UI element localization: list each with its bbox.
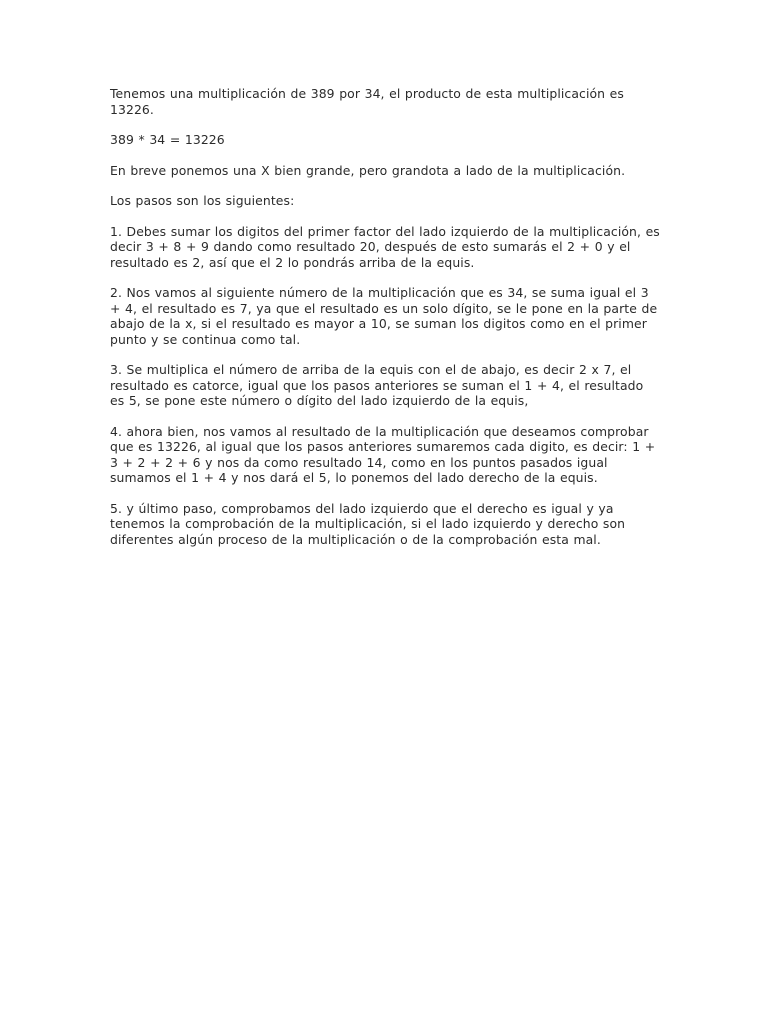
equation-line: 389 * 34 = 13226 [110,132,225,147]
step-3-paragraph: 3. Se multiplica el número de arriba de la equis con el de abajo, es decir 2 x 7, el resultado es catorce, igual que los pasos anteriores se suman el 1 + 4, el resultado es 5, se pone este número o dígito del lado izquierdo de la equis, [110,362,644,408]
intro-paragraph: Tenemos una multiplicación de 389 por 34, el producto de esta multiplicación es 13226. [110,86,624,117]
step-4-paragraph: 4. ahora bien, nos vamos al resultado de la multiplicación que deseamos comprobar que es 13226, al igual que los pasos anteriores sumaremos cada digito, es decir: 1 + 3 + 2 + 2 + 6 y nos da como resultado 14, como en los puntos pasados igual sumamos el 1 + 4 y nos dará el 5, lo ponemos del lado derecho de la equis. [110,423,656,485]
steps-heading: Los pasos son los siguientes: [110,193,295,208]
step-2-paragraph: 2. Nos vamos al siguiente número de la multiplicación que es 34, se suma igual el 3 + 4, el resultado es 7, ya que el resultado es un solo dígito, se le pone en la parte de abajo de la x, si el resultado es mayor a 10, se suman los digitos como en el primer punto y se continua como tal. [110,285,658,347]
x-instruction-paragraph: En breve ponemos una X bien grande, pero grandota a lado de la multiplicación. [110,162,626,178]
document-page [110,86,662,562]
step-5-paragraph: 5. y último paso, comprobamos del lado izquierdo que el derecho es igual y ya tenemos la comprobación de la multiplicación, si el lado izquierdo y derecho son diferentes algún proceso de la multiplicación o de la comprobación esta mal. [110,500,626,547]
step-1-paragraph: 1. Debes sumar los digitos del primer factor del lado izquierdo de la multiplicación, es decir 3 + 8 + 9 dando como resultado 20, después de esto sumarás el 2 + 0 y el resultado es 2, así que el 2 lo pondrás arriba de la equis. [110,223,660,270]
